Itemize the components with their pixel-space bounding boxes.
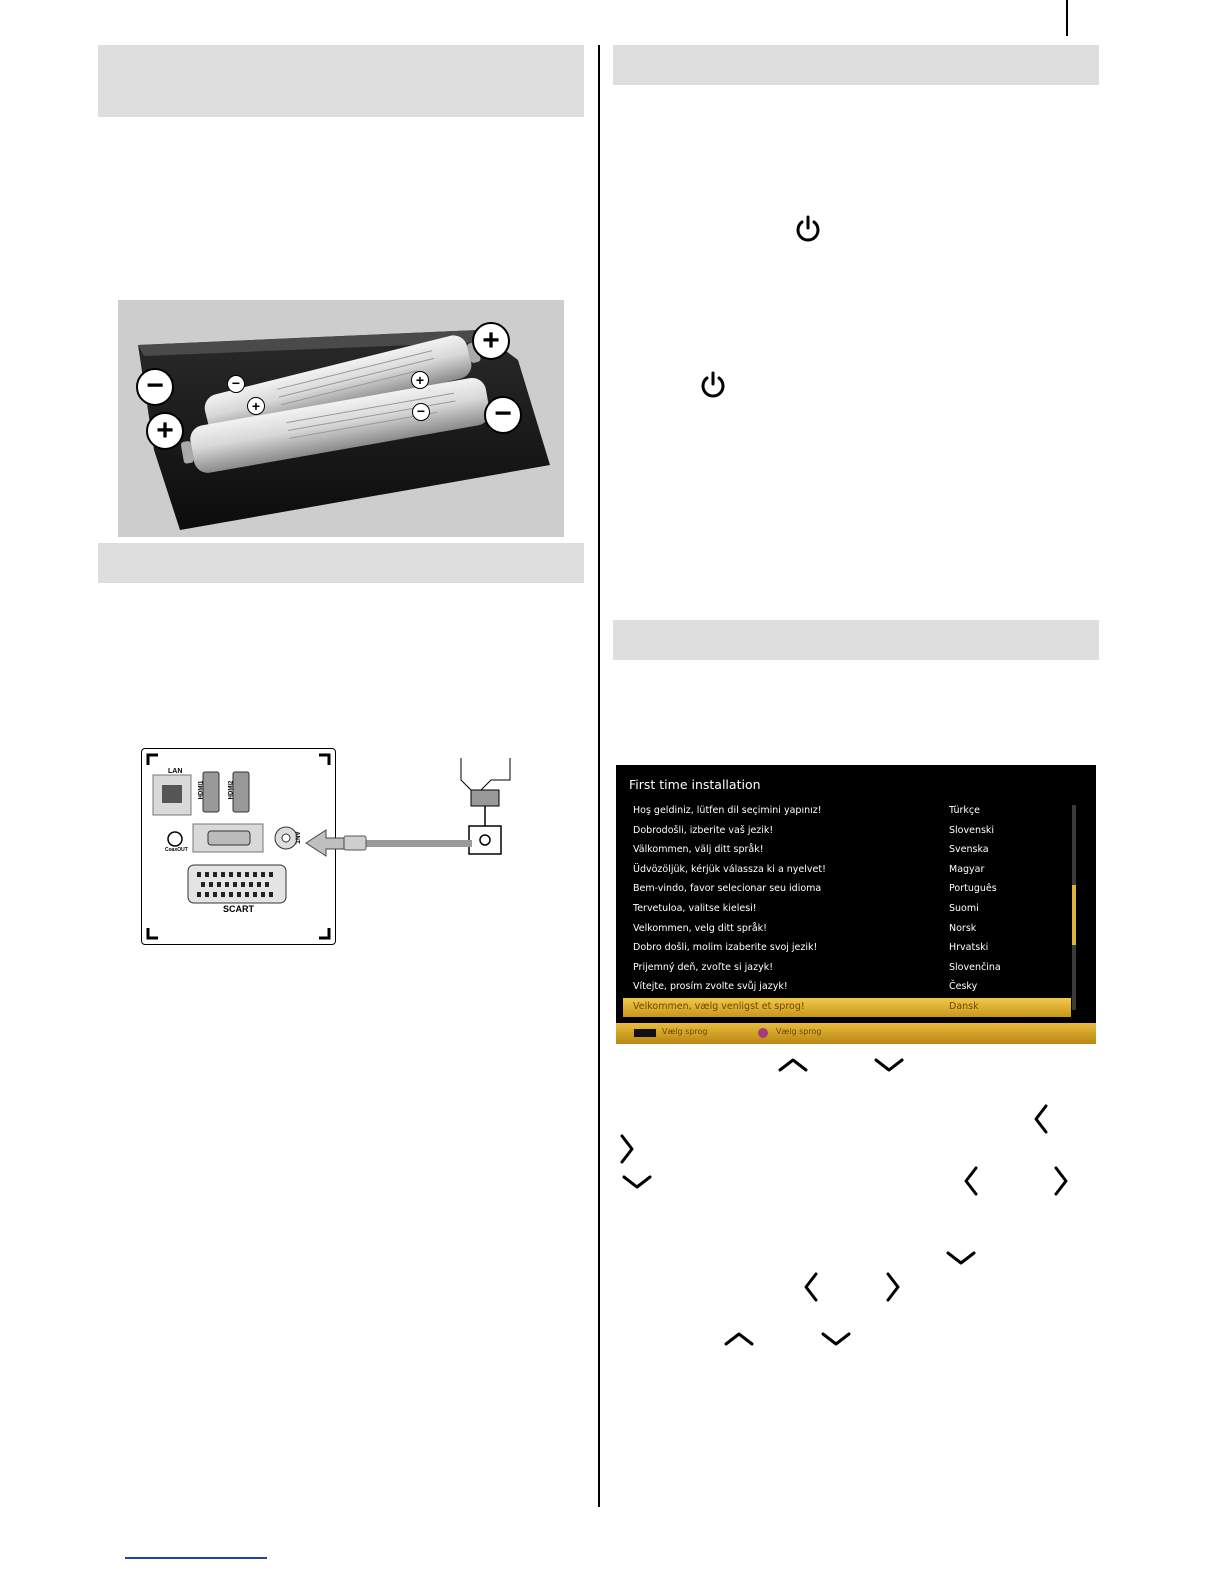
section-header-antenna — [98, 543, 584, 583]
plus-sign-small: + — [411, 371, 429, 389]
hdmi1-label: HDMI1 — [198, 780, 205, 800]
minus-sign-small: − — [227, 375, 245, 393]
welcome-message: Velkommen, vælg venligst et sprog! — [633, 1001, 805, 1012]
first-time-installation-screen — [616, 765, 1096, 1044]
battery-compartment-figure — [118, 300, 564, 537]
scart-label: SCART — [223, 904, 254, 914]
language-name: Slovenski — [949, 824, 995, 836]
welcome-message: Bem-vindo, favor selecionar seu idioma — [633, 883, 822, 895]
footer-rule — [125, 1557, 267, 1559]
power-icon — [795, 215, 821, 243]
ok-key-icon — [634, 1029, 656, 1037]
plus-sign-large: + — [472, 322, 510, 360]
language-option[interactable] — [623, 998, 1071, 1017]
section-header-first-install — [613, 620, 1099, 660]
chevron-down-icon — [874, 1058, 904, 1072]
language-option[interactable] — [623, 978, 1071, 997]
chevron-right-icon — [620, 1134, 634, 1164]
ant-label: ANT. — [293, 831, 300, 845]
power-icon — [700, 371, 726, 399]
language-name: Dansk — [949, 1001, 979, 1012]
chevron-left-icon — [804, 1272, 818, 1302]
antenna-cable-figure — [293, 756, 516, 866]
language-name: Magyar — [949, 863, 985, 875]
color-key-icon — [758, 1028, 768, 1038]
language-option[interactable] — [623, 802, 1071, 821]
language-option[interactable] — [623, 880, 1071, 899]
chevron-down-icon — [622, 1175, 652, 1189]
language-name: Česky — [949, 981, 978, 993]
language-name: Türkçe — [949, 805, 980, 816]
hdmi2-label: HDMI2 — [228, 780, 235, 800]
menu-footer — [616, 1023, 1096, 1044]
footer-select-label: Vælg sprog — [662, 1027, 708, 1036]
language-option[interactable] — [623, 861, 1071, 880]
menu-title: First time installation — [629, 777, 761, 792]
language-option[interactable] — [623, 939, 1071, 958]
language-option[interactable] — [623, 822, 1071, 841]
plus-sign-large: + — [146, 412, 184, 450]
language-option[interactable] — [623, 920, 1071, 939]
scrollbar-thumb[interactable] — [1072, 885, 1076, 945]
section-header-power — [613, 45, 1099, 85]
language-name: Norsk — [949, 922, 977, 934]
welcome-message: Välkommen, välj ditt språk! — [633, 844, 764, 856]
chevron-left-icon — [964, 1166, 978, 1196]
language-name: Suomi — [949, 903, 979, 914]
section-header-battery — [98, 45, 584, 117]
language-option[interactable] — [623, 841, 1071, 860]
column-divider — [598, 45, 600, 1507]
language-option[interactable] — [623, 900, 1071, 919]
welcome-message: Dobrodošli, izberite vaš jezik! — [633, 824, 774, 836]
welcome-message: Dobro došli, molim izaberite svoj jezik! — [633, 942, 818, 954]
language-name: Português — [949, 883, 997, 895]
chevron-left-icon — [1034, 1104, 1048, 1134]
chevron-down-icon — [821, 1332, 851, 1346]
minus-sign-large: − — [136, 368, 174, 406]
language-option[interactable] — [623, 959, 1071, 978]
minus-sign-small: − — [412, 403, 430, 421]
plus-sign-small: + — [247, 397, 265, 415]
chevron-right-icon — [1054, 1166, 1068, 1196]
lan-label: LAN — [168, 768, 183, 775]
chevron-up-icon — [778, 1058, 808, 1072]
welcome-message: Hoş geldiniz, lütfen dil seçimini yapınız! — [633, 805, 822, 816]
welcome-message: Velkommen, velg ditt språk! — [633, 922, 767, 934]
language-name: Hrvatski — [949, 942, 989, 954]
top-rule — [1066, 0, 1068, 36]
minus-sign-large: − — [484, 396, 522, 434]
chevron-down-icon — [946, 1251, 976, 1265]
chevron-up-icon — [724, 1332, 754, 1346]
language-name: Slovenčina — [949, 961, 1001, 973]
welcome-message: Prijemný deň, zvoľte si jazyk! — [633, 961, 774, 973]
language-name: Svenska — [949, 844, 989, 856]
coax-out-label: CoaxOUT — [165, 847, 188, 853]
welcome-message: Üdvözöljük, kérjük válassza ki a nyelvet! — [633, 863, 826, 875]
chevron-right-icon — [886, 1272, 900, 1302]
welcome-message: Tervetuloa, valitse kielesi! — [633, 903, 757, 914]
footer-action-label: Vælg sprog — [776, 1027, 822, 1036]
menu-scrollbar[interactable] — [1072, 805, 1076, 1010]
welcome-message: Vítejte, prosím zvolte svůj jazyk! — [633, 981, 788, 993]
